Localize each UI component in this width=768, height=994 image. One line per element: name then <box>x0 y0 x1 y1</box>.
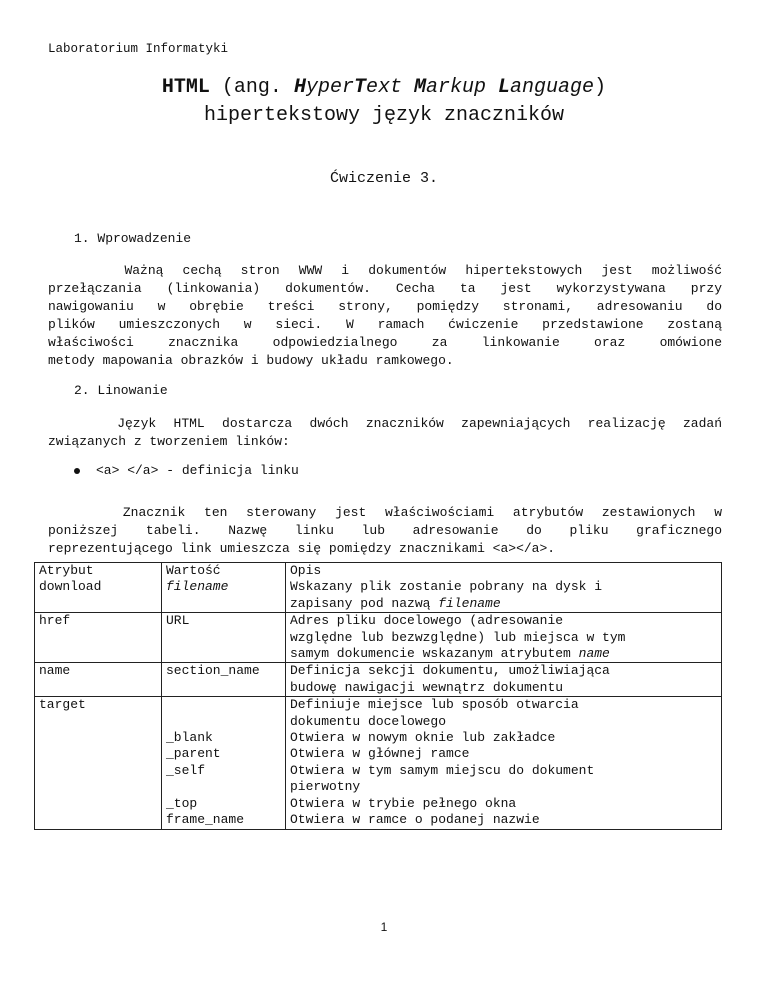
paragraph-line: plików umieszczonych w sieci. W ramach ćwiczenie przedstawione zostaną <box>48 317 722 332</box>
header-attribute: Atrybut <box>39 563 94 578</box>
table-cell: Adres pliku docelowego (adresowanie <box>290 613 564 629</box>
title-letter-h: H <box>293 76 306 99</box>
document-title-line2: hipertekstowy język znaczników <box>203 104 565 127</box>
table-cell: _blank <box>166 730 213 746</box>
section-heading-linking: 2. Linowanie <box>74 383 168 398</box>
title-letter-t: T <box>353 76 366 99</box>
table-cell: download <box>39 579 102 595</box>
table-cell: name <box>578 646 610 662</box>
exercise-title: Ćwiczenie 3. <box>329 170 439 187</box>
introduction-paragraph <box>48 262 722 370</box>
table-cell: Otwiera w trybie pełnego okna <box>290 795 517 811</box>
bullet-icon <box>74 468 80 474</box>
table-cell: względne lub bezwzględne) lub miejsca w tym <box>290 629 626 645</box>
table-cell: Definiuje miejsce lub sposób otwarcia <box>290 697 579 713</box>
title-ext: ext <box>365 76 414 99</box>
table-row <box>35 563 722 613</box>
tag-description-paragraph <box>48 504 722 558</box>
title-html: HTML <box>161 76 210 99</box>
attributes-table <box>34 562 722 830</box>
table-cell: filename <box>438 595 501 611</box>
bullet-item <box>74 463 299 478</box>
title-close: ) <box>594 76 607 99</box>
linking-paragraph <box>48 415 722 451</box>
table-cell: Otwiera w głównej ramce <box>290 746 470 762</box>
table-cell: filename <box>166 579 229 595</box>
title-ang: (ang. <box>209 76 294 99</box>
table-cell: URL <box>162 613 286 663</box>
bullet-text: <a> </a> - definicja linku <box>96 463 299 478</box>
table-row <box>35 697 722 829</box>
table-cell: pierwotny <box>290 779 361 795</box>
table-cell: budowę nawigacji wewnątrz dokumentu <box>290 679 564 695</box>
running-header: Laboratorium Informatyki <box>48 42 229 56</box>
table-cell: Otwiera w nowym oknie lub zakładce <box>290 730 556 746</box>
table-cell: _self <box>166 762 206 778</box>
paragraph-line: Ważną cechą stron WWW i dokumentów hipertekstowych jest możliwość <box>48 263 722 278</box>
paragraph-line: reprezentującego link umieszcza się pomiędzy znacznikami <a></a>. <box>48 541 556 556</box>
table-cell: _top <box>166 795 198 811</box>
paragraph-line: nawigowaniu w obrębie treści strony, pomiędzy stronami, adresowaniu do <box>48 299 722 314</box>
title-letter-m: M <box>414 76 427 99</box>
paragraph-line: metody mapowania obrazków i budowy układu ramkowego. <box>48 353 454 368</box>
header-value: Wartość <box>166 563 221 578</box>
page-number: 1 <box>380 920 388 934</box>
paragraph-line: przełączania (linkowania) dokumentów. Cecha ta jest wykorzystywana przy <box>48 281 722 296</box>
table-cell: href <box>35 613 162 663</box>
paragraph-line: Język HTML dostarcza dwóch znaczników zapewniających realizację zadań <box>48 416 722 431</box>
header-description: Opis <box>290 563 322 578</box>
paragraph-line: właściwości znacznika odpowiedzialnego za linkowanie oraz omówione <box>48 335 722 350</box>
table-row <box>35 613 722 663</box>
table-cell: Definicja sekcji dokumentu, umożliwiająca <box>290 663 610 679</box>
table-cell: Otwiera w ramce o podanej nazwie <box>290 812 540 828</box>
table-row <box>35 663 722 697</box>
section-heading-introduction: 1. Wprowadzenie <box>74 231 192 246</box>
table-cell: frame_name <box>166 812 245 828</box>
title-arkup: arkup <box>426 76 499 99</box>
title-anguage: anguage <box>510 76 595 99</box>
paragraph-line: związanych z tworzeniem linków: <box>48 434 290 449</box>
title-letter-l: L <box>498 76 511 99</box>
document-title-line1 <box>0 76 768 99</box>
paragraph-line: poniższej tabeli. Nazwę linku lub adresowanie do pliku graficznego <box>48 523 722 538</box>
table-cell: section_name <box>162 663 286 697</box>
table-cell: Otwiera w tym samym miejscu do dokument <box>290 762 595 778</box>
table-cell: target <box>35 697 162 829</box>
table-cell: zapisany pod nazwą <box>290 595 439 611</box>
table-cell: name <box>35 663 162 697</box>
table-cell: Wskazany plik zostanie pobrany na dysk i <box>290 579 603 595</box>
table-cell: _parent <box>166 746 221 762</box>
title-yper: yper <box>305 76 354 99</box>
paragraph-line: Znacznik ten sterowany jest właściwościami atrybutów zestawionych w <box>48 505 722 520</box>
table-cell: dokumentu docelowego <box>290 713 447 729</box>
table-cell: samym dokumencie wskazanym atrybutem <box>290 646 579 662</box>
